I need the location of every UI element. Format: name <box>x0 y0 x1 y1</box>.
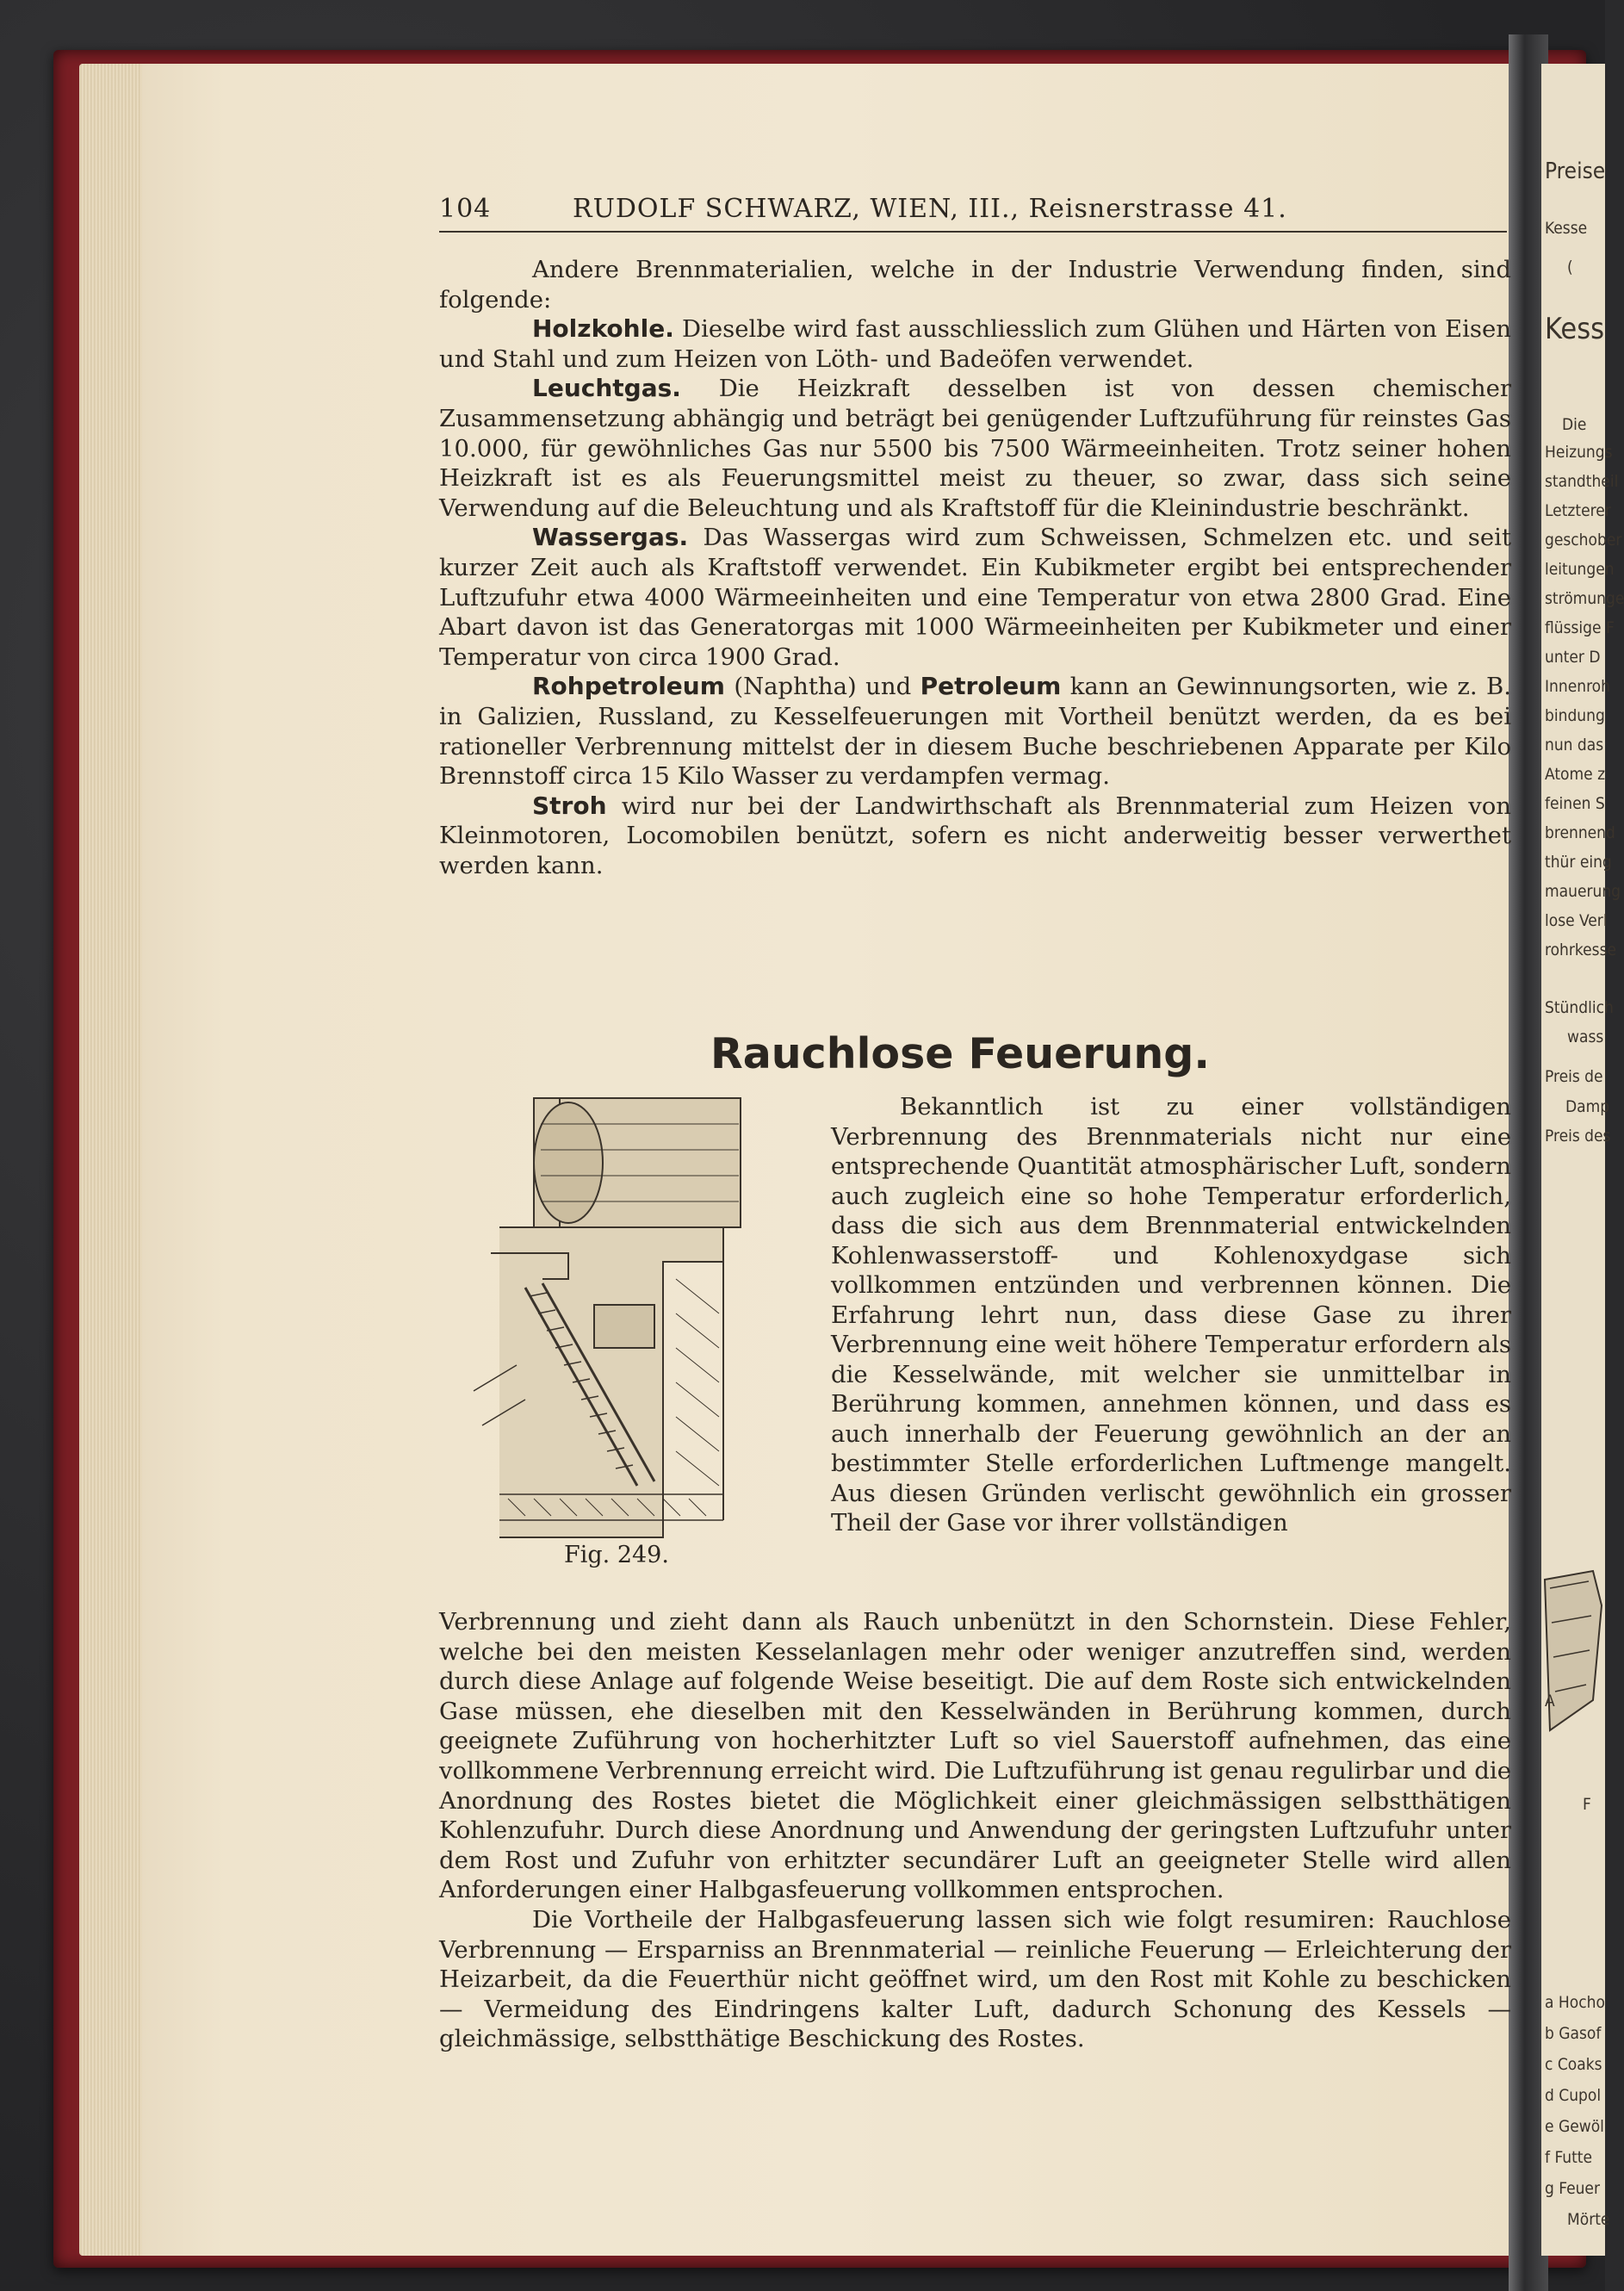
facing-fragment: rohrkesse <box>1545 941 1616 959</box>
entry-text: (Naphtha) und <box>724 673 920 701</box>
facing-fragment: standtheil <box>1545 472 1619 491</box>
facing-fragment: Kess <box>1545 312 1605 346</box>
facing-fragment: F <box>1583 1795 1591 1814</box>
facing-fragment: flüssige F <box>1545 618 1615 637</box>
entry-petroleum <box>439 672 1511 791</box>
right-paragraph: Bekanntlich ist zu einer vollständigen Verbrennung des Brennmaterials nicht nur eine entsprechende Quantität atmosphärischer Luft, sondern auch zugleich eine so hohe Temperatur erforderlich, dass die sich aus dem Brennmaterial entwickelnden Kohlenwasserstoff- und Kohlenoxydgase sich vollkommen entzünden und verbrennen können. Die Erfahrung lehrt nun, dass diese Gase zu ihrer Verbrennung eine weit höhere Temperatur erfordern als die Kesselwände, mit welcher sie unmittelbar in Berührung kommen, annehmen können, und dass es auch innerhalb der Feuerung gewöhnlich an der an bestimmter Stelle erforderlichen Luftmenge mangelt. Aus diesen Gründen verlischt gewöhnlich ein grosser Theil der Gase vor ihrer vollständigen <box>831 1093 1511 1537</box>
entry-holzkohle <box>439 314 1511 374</box>
facing-fragment: a Hocho <box>1545 1993 1605 2012</box>
section-title: Rauchlose Feuerung. <box>710 1029 1210 1078</box>
facing-fragment: thür eing <box>1545 853 1612 872</box>
facing-fragment: Letzterer <box>1545 501 1611 520</box>
facing-fragment: Atome z <box>1545 765 1606 784</box>
running-header <box>439 194 1507 232</box>
facing-fragment: Preis des <box>1545 1127 1611 1146</box>
furnace-illustration <box>465 1090 749 1533</box>
facing-fragment: lose Verl <box>1545 911 1608 930</box>
facing-fragment: Damp <box>1565 1097 1610 1116</box>
page-number: 104 <box>439 194 492 224</box>
entry-wassergas <box>439 523 1511 672</box>
continuation-paragraph: Verbrennung und zieht dann als Rauch unbenützt in den Schornstein. Diese Fehler, welche bei den meisten Kesselanlagen mehr oder weniger anzutreffen sind, werden durch diese Anlage auf folgende Weise beseitigt. Die auf dem Roste sich entwickelnden Gase müssen, ehe dieselben mit den Kesselwänden in Berührung kommen, durch geeignete Zuführung von hocherhitzter Luft so viel Sauerstoff aufnehmen, das eine vollkommene Verbrennung erreicht wird. Die Luftzuführung ist genau regulirbar und die Anordnung des Rostes bietet die Möglichkeit einer gleichmässigen selbstthätigen Kohlenzufuhr. Durch diese Anordnung und Anwendung der geringsten Luftzufuhr unter dem Rost und Zufuhr von erhitzter secundärer Luft an geeigneter Stelle wird allen Anforderungen einer Halbgasfeuerung vollkommen entsprochen. <box>439 1608 1511 1904</box>
entry-keyword: Leuchtgas. <box>532 374 681 403</box>
facing-fragment: ( <box>1567 258 1573 276</box>
facing-fragment: Mörte <box>1567 2210 1610 2229</box>
facing-fragment: Die <box>1562 415 1587 434</box>
facing-fragment: wass <box>1567 1028 1604 1046</box>
facing-fragment: f Futte <box>1545 2148 1592 2167</box>
entry-keyword: Holzkohle. <box>532 314 674 344</box>
facing-fragment: Innenroh <box>1545 677 1610 696</box>
entry-keyword: Petroleum <box>920 672 1062 701</box>
entry-keyword: Wassergas. <box>532 523 689 552</box>
facing-fragment: feinen S <box>1545 794 1605 813</box>
right-column-text <box>831 1092 1511 1538</box>
entry-text: Die Heizkraft desselben ist von dessen chemischer Zusammensetzung abhängig und beträgt bei genügender Luftzuführung für reinstes Gas 10.000, für gewöhnliches Gas nur 5500 bis 7500 Wärmeeinheiten. Trotz seiner hohen Heizkraft ist es als Feuerungsmittel meist zu theuer, so zwar, dass sich seine Verwendung auf die Beleuchtung und als Kraftstoff für die Kleinindustrie beschränkt. <box>439 375 1511 522</box>
figure-caption: Fig. 249. <box>564 1542 669 1568</box>
entry-stroh <box>439 792 1511 881</box>
facing-fragment: Preise <box>1545 158 1606 184</box>
entry-text: Dieselbe wird fast ausschliesslich zum Glühen und Härten von Eisen und Stahl und zum Heizen von Löth- und Badeöfen verwendet. <box>439 315 1511 373</box>
entry-text: Das Wassergas wird zum Schweissen, Schmelzen etc. und seit kurzer Zeit auch als Kraftstoff verwendet. Ein Kubikmeter ergibt bei entsprechender Luftzufuhr etwa 4000 Wärmeeinheiten und eine Temperatur von etwa 2800 Grad. Eine Abart davon ist das Generatorgas mit 1000 Wärmeeinheiten per Kubikmeter und einer Temperatur von circa 1900 Grad. <box>439 524 1511 671</box>
header-rule <box>439 231 1507 233</box>
page-edges <box>79 64 148 2256</box>
facing-fragment: g Feuer <box>1545 2179 1600 2198</box>
header-title: RUDOLF SCHWARZ, WIEN, III., Reisnerstrasse 41. <box>573 194 1287 224</box>
facing-fragment: b Gasof <box>1545 2024 1602 2043</box>
fuel-list <box>439 255 1511 880</box>
continuation-text <box>439 1607 1511 2054</box>
facing-fragment: mauerung <box>1545 882 1621 901</box>
facing-fragment: unter D <box>1545 648 1601 667</box>
facing-fragment: nun das <box>1545 736 1604 754</box>
facing-fragment: d Cupol <box>1545 2086 1602 2105</box>
entry-keyword: Rohpetroleum <box>532 672 725 701</box>
facing-fragment: leitungen <box>1545 560 1615 579</box>
entry-keyword: Stroh <box>532 791 607 820</box>
entry-leuchtgas <box>439 374 1511 523</box>
facing-fragment: geschober <box>1545 531 1622 549</box>
facing-fragment: e Gewöl <box>1545 2117 1604 2136</box>
intro-paragraph: Andere Brennmaterialien, welche in der Industrie Verwendung finden, sind folgende: <box>439 256 1511 314</box>
facing-fragment: Stündlich <box>1545 998 1614 1017</box>
facing-fragment: c Coaks <box>1545 2055 1602 2074</box>
facing-page-fragment <box>1541 64 1624 2256</box>
facing-fragment: brennend <box>1545 823 1615 842</box>
facing-fragment: Preis de <box>1545 1067 1603 1086</box>
facing-fragment: A <box>1545 1692 1555 1710</box>
closing-paragraph: Die Vortheile der Halbgasfeuerung lassen sich wie folgt resumiren: Rauchlose Verbrennung — Ersparniss an Brennmaterial — reinliche Feuerung — Erleichterung der Heizarbeit, da die Feuerthür nicht geöffnet wird, um den Rost mit Kohle zu beschicken — Vermeidung des Eindringens kalter Luft, dadurch Schonung des Kessels — gleichmässige, selbstthätige Beschickung des Rostes. <box>439 1905 1511 2053</box>
facing-illustration <box>1541 1571 1605 1760</box>
facing-fragment: Heizungs <box>1545 443 1613 462</box>
entry-text: kann an Gewinnungsorten, wie z. B. in Galizien, Russland, zu Kesselfeuerungen mit Vortheil benützt werden, da es bei rationeller Verbrennung mittelst der in diesem Buche beschriebenen Apparate per Kilo Brennstoff circa 15 Kilo Wasser zu verdampfen vermag. <box>439 673 1511 791</box>
facing-fragment: strömunge <box>1545 589 1624 608</box>
entry-text: wird nur bei der Landwirthschaft als Brennmaterial zum Heizen von Kleinmotoren, Locomobilen benützt, sofern es nicht anderweitig besser verwerthet werden kann. <box>439 792 1511 879</box>
facing-fragment: Kesse <box>1545 219 1588 238</box>
facing-fragment: bindung <box>1545 706 1605 725</box>
